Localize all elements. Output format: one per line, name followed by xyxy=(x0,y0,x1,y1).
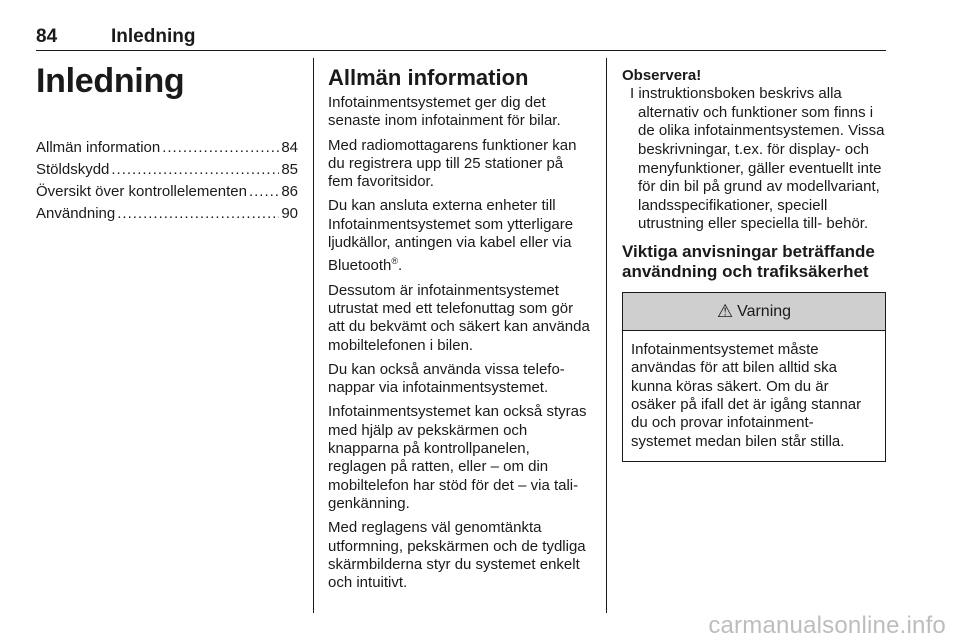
toc-entry-label: Stöldskydd xyxy=(36,161,110,178)
column-divider-2 xyxy=(606,58,607,613)
section-title: Allmän information xyxy=(328,65,529,90)
paragraph: Infotainmentsystemet kan också styras med hjälp av pekskärmen och knapparna på kontrollpanelen, reglagen på ratten, eller – om din mobiltelefon har stöd för det – via tali‐ genkänning. xyxy=(328,403,587,512)
warning-body: Infotainmentsystemet måste användas för att bilen alltid ska kunna köras säkert. Om du är osäker på ifall det är igång stannar du och provar infotainment‐ systemet medan bilen står stilla. xyxy=(631,341,862,450)
paragraph: Med reglagens väl genomtänkta utformning, pekskärmen och de tydliga skärmbilderna styr du systemet enkelt och intuitivt. xyxy=(328,519,586,592)
note-title: Observera! xyxy=(622,67,702,84)
toc-entry[interactable] xyxy=(36,137,298,159)
toc-entry-page: 84 xyxy=(281,139,298,156)
page-number: 84 xyxy=(36,26,58,47)
registered-mark: ® xyxy=(391,256,399,267)
toc-column xyxy=(36,58,298,225)
subheading: Viktiga anvisningar beträffande användning och trafiksäkerhet xyxy=(622,242,875,282)
toc-leader-dots xyxy=(117,203,279,225)
watermark: carmanualsonline.info xyxy=(708,612,946,639)
column-divider-1 xyxy=(313,58,314,613)
toc-entry-page: 85 xyxy=(281,161,298,178)
paragraph-end: . xyxy=(398,257,403,275)
paragraph: Infotainmentsystemet ger dig det senaste inom infotainment för bilar. xyxy=(328,94,561,130)
toc-entry-page: 90 xyxy=(281,205,298,222)
page-header xyxy=(36,22,886,51)
toc-leader-dots xyxy=(162,137,279,159)
side-column xyxy=(622,58,886,462)
warning-box xyxy=(622,292,886,462)
table-of-contents xyxy=(36,137,298,225)
paragraph-bluetooth xyxy=(328,197,592,275)
toc-leader-dots xyxy=(111,159,279,181)
toc-entry-page: 86 xyxy=(281,183,298,200)
paragraph: Med radiomottagarens funktioner kan du registrera upp till 25 stationer på fem favoritsidor. xyxy=(328,136,577,191)
toc-entry-label: Användning xyxy=(36,205,116,222)
paragraph: Dessutom är infotainmentsystemet utrustat med ett telefonuttag som gör att du bekvämt och säkert kan använda mobiltelefonen i bilen. xyxy=(328,281,590,354)
paragraph: Du kan också använda vissa telefo‐ nappar via infotainmentsystemet. xyxy=(328,360,565,397)
toc-entry[interactable] xyxy=(36,203,298,225)
warning-title: Varning xyxy=(737,302,792,320)
warning-triangle-icon: ⚠ xyxy=(716,301,734,322)
toc-entry-label: Allmän information xyxy=(36,139,161,156)
toc-entry[interactable] xyxy=(36,181,298,203)
main-text-column xyxy=(328,58,592,598)
toc-entry-label: Översikt över kontrollelementen xyxy=(36,183,247,200)
running-title: Inledning xyxy=(111,26,196,47)
note-line: I instruktionsboken beskrivs alla alternativ och funktioner som finns i de olika infotainmentsystemen. Vissa beskrivningar, t.ex. för display- och menyfunktioner, gäller eventuellt inte för din bil på grund av modellvariant, landsspecifikationer, speciell utrustning eller speciella till‐ behör. xyxy=(630,85,885,233)
chapter-title: Inledning xyxy=(36,62,185,100)
toc-entry[interactable] xyxy=(36,159,298,181)
toc-leader-dots xyxy=(249,181,279,203)
note-text xyxy=(622,85,886,234)
warning-header xyxy=(623,293,885,331)
paragraph-text: Du kan ansluta externa enheter till Infotainmentsystemet som ytterligare ljudkällor, antingen via kabel eller via Bluetooth xyxy=(328,197,574,275)
